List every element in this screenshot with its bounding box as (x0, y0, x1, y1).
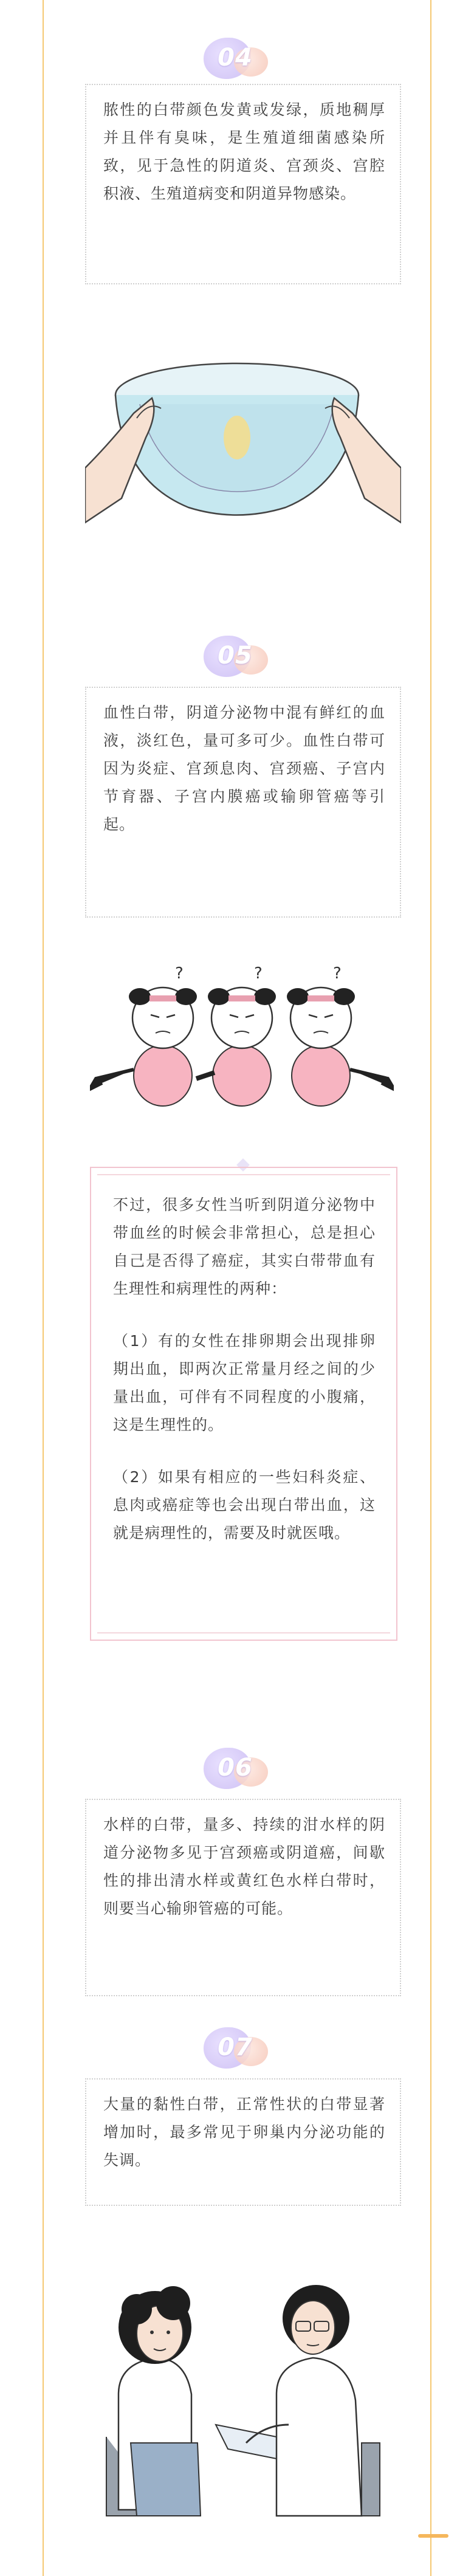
section-text: 脓性的白带颜色发黄或发绿，质地稠厚并且伴有臭味，是生殖道细菌感染所致，见于急性的阴道炎、宫颈炎、宫腔积液、生殖道病变和阴道异物感染。 (103, 101, 385, 202)
svg-text:?: ? (333, 964, 342, 983)
section-number: 06 (218, 1754, 253, 1782)
note-point-2: （2）如果有相应的一些妇科炎症、息肉或癌症等也会出现白带出血，这就是病理性的，需要及时就医哦。 (113, 1468, 376, 1542)
section-number: 05 (218, 642, 253, 670)
svg-text:?: ? (254, 964, 263, 983)
section-text: 水样的白带，量多、持续的泔水样的阴道分泌物多见于宫颈癌或阴道癌，间歇性的排出清水样或黄红色水样白带时，则要当心输卵管癌的可能。 (103, 1816, 385, 1917)
section-badge-07 (197, 2024, 276, 2072)
section-text: 血性白带，阴道分泌物中混有鲜红的血液，淡红色，量可多可少。血性白带可因为炎症、宫颈息肉、宫颈癌、子宫内节育器、子宫内膜癌或输卵管癌等引起。 (103, 704, 385, 833)
section-text-box (85, 84, 401, 284)
section-badge-05 (197, 632, 276, 681)
section-text-box (85, 2078, 401, 2206)
section-number: 07 (218, 2033, 253, 2061)
section-badge-06 (197, 1744, 276, 1793)
section-text: 大量的黏性白带，正常性状的白带显著增加时，最多常见于卵巢内分泌功能的失调。 (103, 2095, 385, 2169)
note-intro: 不过，很多女性当听到阴道分泌物中带血丝的时候会非常担心，总是担心自己是否得了癌症，其实白带带血有生理性和病理性的两种： (113, 1196, 376, 1297)
note-box (90, 1167, 397, 1641)
doctor-patient-illustration (94, 2242, 386, 2528)
section-number: 04 (218, 44, 253, 72)
section-text-box (85, 1799, 401, 1996)
scroll-tab (418, 2534, 448, 2538)
section-text-box (85, 687, 401, 918)
three-confused-girls-illustration (90, 954, 394, 1118)
section-badge-04 (197, 34, 276, 83)
underwear-illustration (85, 340, 401, 541)
svg-text:?: ? (175, 964, 184, 983)
note-point-1: （1）有的女性在排卵期会出现排卵期出血，即两次正常量月经之间的少量出血，可伴有不同程度的小腹痛，这是生理性的。 (113, 1332, 376, 1434)
